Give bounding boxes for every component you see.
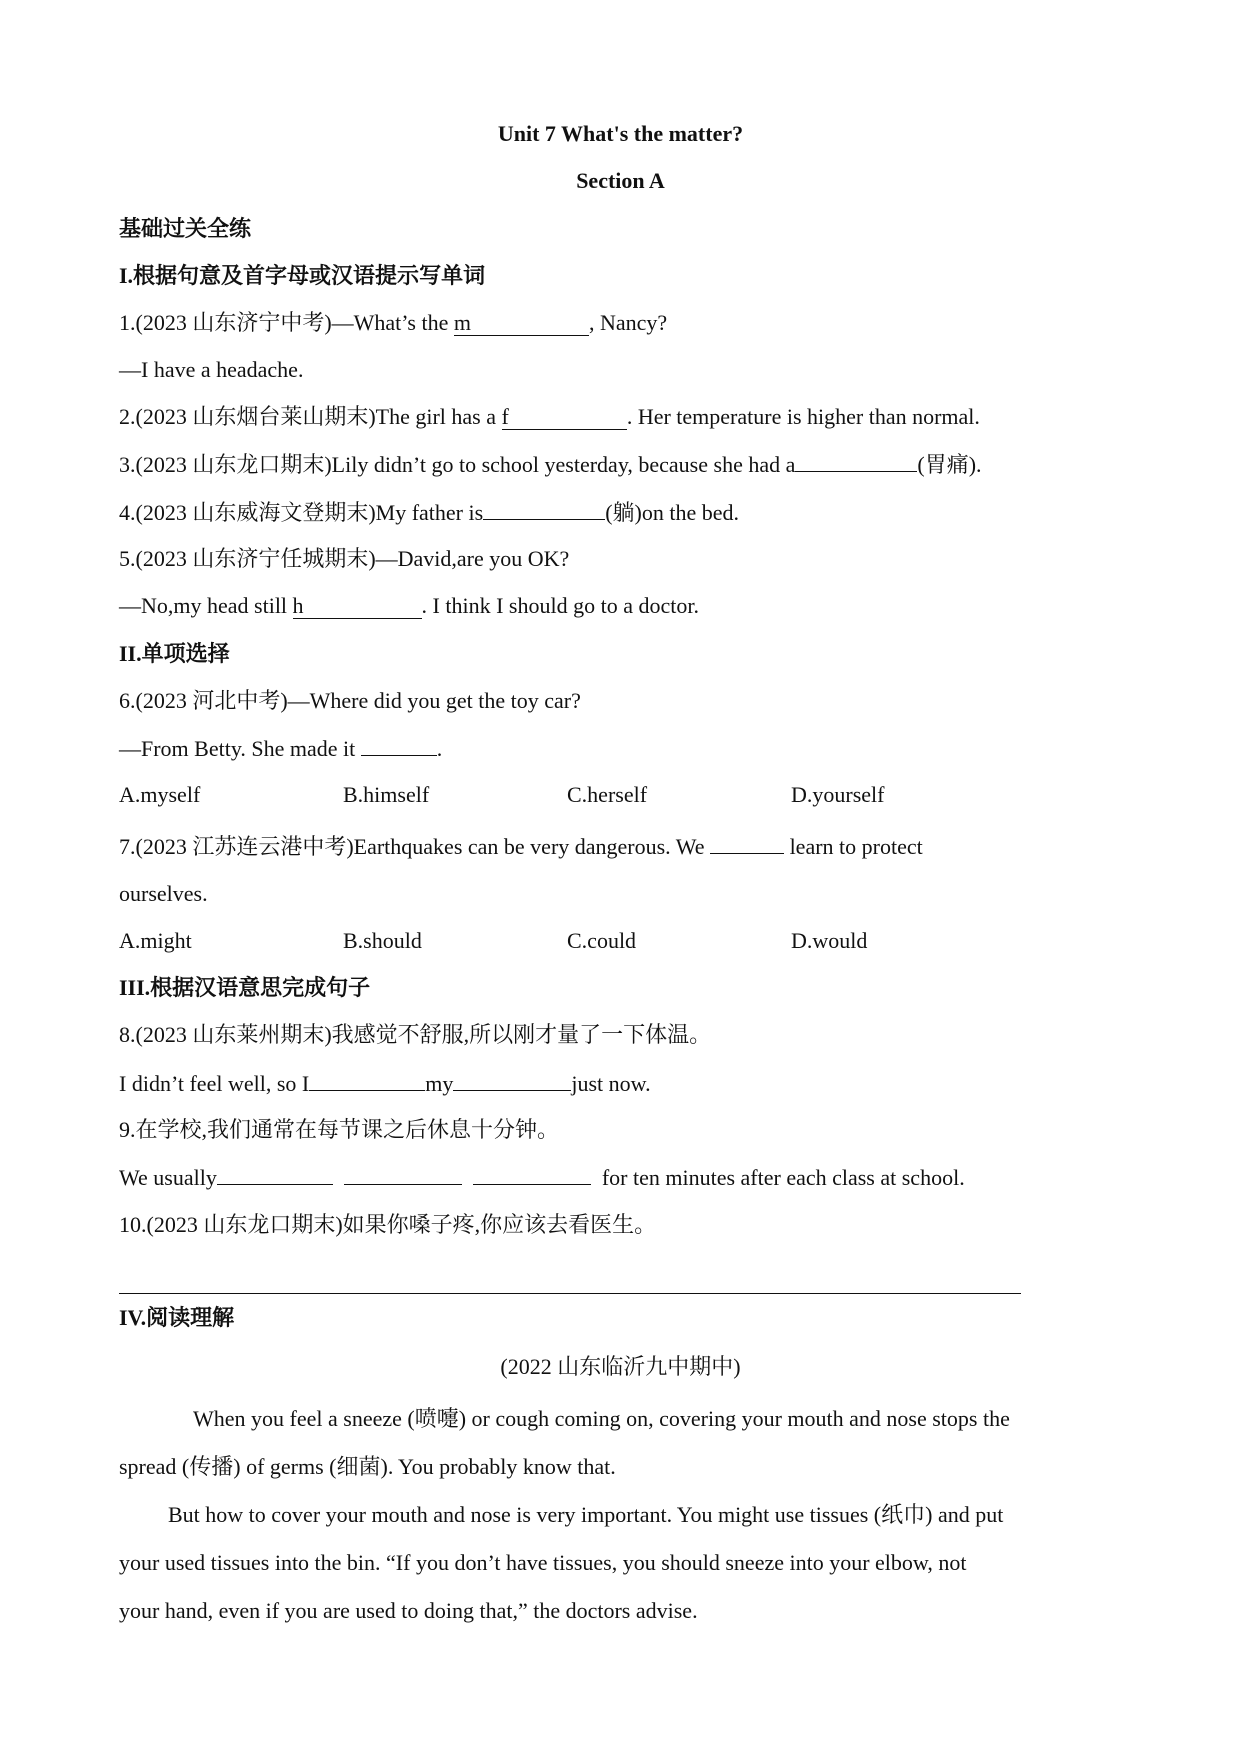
q8-part-1: I didn’t feel well, so I xyxy=(119,1071,310,1096)
question-1-reply: —I have a headache. xyxy=(119,357,304,382)
q9-blank-1[interactable] xyxy=(217,1162,333,1185)
q3-prefix: 3.(2023 山东龙口期末)Lily didn’t go to school yesterday, because she had a xyxy=(119,452,796,477)
q6-option-b[interactable]: B.himself xyxy=(343,782,430,807)
q6-blank[interactable] xyxy=(361,733,437,756)
q4-blank[interactable] xyxy=(483,497,605,520)
section-heading-1 xyxy=(119,261,485,291)
q7-option-b[interactable]: B.should xyxy=(343,928,422,953)
question-8-answer xyxy=(119,1068,651,1099)
q7-option-d[interactable]: D.would xyxy=(791,928,868,953)
part-heading: 基础过关全练 xyxy=(119,216,252,241)
unit-title: Unit 7 What's the matter? xyxy=(497,121,744,146)
q2-letter-blank[interactable] xyxy=(502,405,627,430)
question-9: 9.在学校,我们通常在每节课之后休息十分钟。 xyxy=(119,1117,560,1142)
question-7-cont: ourselves. xyxy=(119,881,208,906)
question-5-reply xyxy=(119,591,699,621)
q6-option-c[interactable]: C.herself xyxy=(567,782,648,807)
q6-prefix: —From Betty. She made it xyxy=(119,736,361,761)
section-heading-2-text: II.单项选择 xyxy=(119,641,230,666)
q7-blank[interactable] xyxy=(710,831,784,854)
q6-option-d[interactable]: D.yourself xyxy=(791,782,885,807)
q9-part-1: We usually xyxy=(119,1165,217,1190)
q5-letter: h xyxy=(292,593,304,618)
reading-paragraph-2-line-2: your used tissues into the bin. “If you don’t have tissues, you should sneeze into your elbow, not xyxy=(119,1550,967,1575)
question-2 xyxy=(119,402,980,432)
q1-letter: m xyxy=(453,310,471,335)
q8-part-2: my xyxy=(425,1071,454,1096)
section-heading-1-text: I.根据句意及首字母或汉语提示写单词 xyxy=(119,263,486,288)
section-heading-4-text: IV.阅读理解 xyxy=(119,1305,235,1330)
q6-suffix: . xyxy=(436,736,443,761)
q4-prefix: 4.(2023 山东威海文登期末)My father is xyxy=(119,500,484,525)
q2-prefix: 2.(2023 山东烟台莱山期末)The girl has a xyxy=(119,404,502,429)
q6-option-a[interactable]: A.myself xyxy=(119,782,201,807)
question-5: 5.(2023 山东济宁任城期末)—David,are you OK? xyxy=(119,546,570,571)
q8-part-3: just now. xyxy=(571,1071,651,1096)
q7-option-c[interactable]: C.could xyxy=(567,928,637,953)
section-heading-3-text: III.根据汉语意思完成句子 xyxy=(119,975,371,1000)
question-6-reply xyxy=(119,733,442,764)
q5-prefix: —No,my head still xyxy=(119,593,293,618)
question-6: 6.(2023 河北中考)—Where did you get the toy car? xyxy=(119,688,581,713)
q9-blank-3[interactable] xyxy=(473,1162,591,1185)
q1-prefix: 1.(2023 山东济宁中考)—What’s the xyxy=(119,310,454,335)
section-heading-2 xyxy=(119,639,230,669)
section-heading-4 xyxy=(119,1303,234,1333)
q3-suffix: (胃痛). xyxy=(917,452,982,477)
q2-letter: f xyxy=(501,404,509,429)
question-1 xyxy=(119,308,667,338)
q7-suffix: learn to protect xyxy=(784,834,923,859)
q1-suffix: , Nancy? xyxy=(588,310,668,335)
question-10: 10.(2023 山东龙口期末)如果你嗓子疼,你应该去看医生。 xyxy=(119,1212,657,1237)
section-title: Section A xyxy=(576,168,665,193)
reading-paragraph-1-line-1: When you feel a sneeze (喷嚏) or cough coming on, covering your mouth and nose stops the xyxy=(193,1406,1010,1431)
reading-paragraph-2-line-1: But how to cover your mouth and nose is very important. You might use tissues (纸巾) and put xyxy=(168,1502,1004,1527)
reading-source: (2022 山东临沂九中期中) xyxy=(500,1354,741,1379)
q8-blank-2[interactable] xyxy=(453,1068,571,1091)
q9-blank-2[interactable] xyxy=(344,1162,462,1185)
reading-paragraph-2-line-3: your hand, even if you are used to doing that,” the doctors advise. xyxy=(119,1598,698,1623)
question-8: 8.(2023 山东莱州期末)我感觉不舒服,所以刚才量了一下体温。 xyxy=(119,1022,712,1047)
q5-letter-blank[interactable] xyxy=(293,594,422,619)
q5-suffix: . I think I should go to a doctor. xyxy=(421,593,699,618)
q1-letter-blank[interactable] xyxy=(454,311,589,336)
section-heading-3 xyxy=(119,973,370,1003)
question-9-answer xyxy=(119,1162,965,1193)
q8-blank-1[interactable] xyxy=(309,1068,425,1091)
q7-option-a[interactable]: A.might xyxy=(119,928,192,953)
q10-answer-line[interactable] xyxy=(119,1293,1021,1294)
q2-suffix: . Her temperature is higher than normal. xyxy=(626,404,980,429)
question-4 xyxy=(119,497,739,528)
reading-paragraph-1-line-2: spread (传播) of germs (细菌). You probably know that. xyxy=(119,1454,616,1479)
question-3 xyxy=(119,449,982,480)
q3-blank[interactable] xyxy=(795,449,917,472)
q4-suffix: (躺)on the bed. xyxy=(605,500,739,525)
question-7 xyxy=(119,831,923,862)
q9-part-2: for ten minutes after each class at school. xyxy=(601,1165,965,1190)
q7-prefix: 7.(2023 江苏连云港中考)Earthquakes can be very dangerous. We xyxy=(119,834,711,859)
